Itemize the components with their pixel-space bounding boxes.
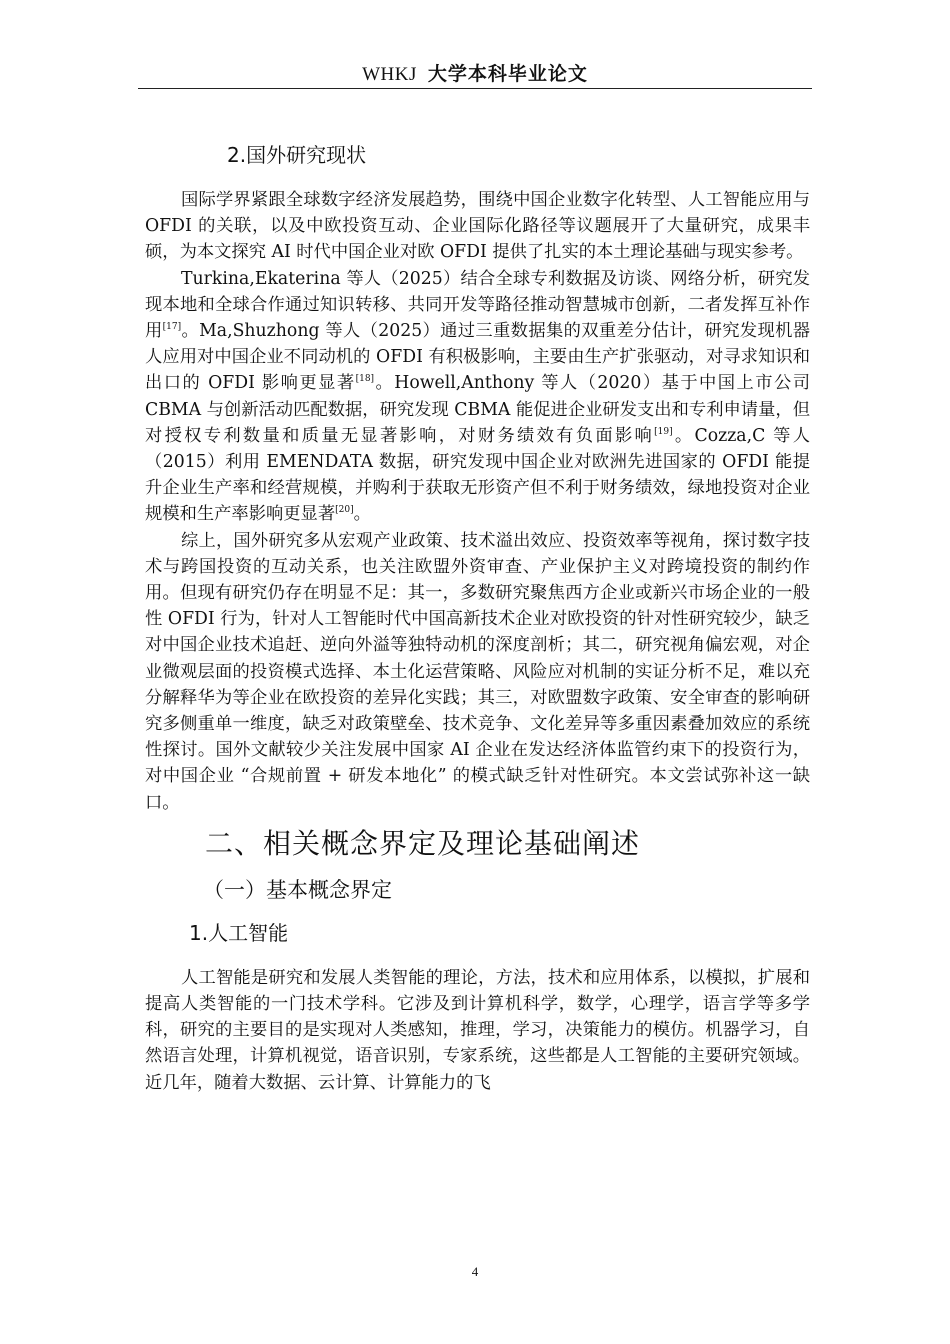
paragraph-ai-definition: 人工智能是研究和发展人类智能的理论，方法，技术和应用体系，以模拟，扩展和提高人类智能的一门技术学科。它涉及到计算机科学，数学，心理学，语言学等多学科，研究的主要目的是实现对人类感知，推理，学习，决策能力的模仿。机器学习，自然语言处理，计算机视觉，语音识别，专家系统，这些都是人工智能的主要研究领域。近几年，随着大数据、云计算、计算能力的飞 xyxy=(145,967,810,1093)
paragraph-literature xyxy=(145,266,810,528)
subsection-heading: （一）基本概念界定 xyxy=(203,877,392,902)
paragraph-summary: 综上，国外研究多从宏观产业政策、技术溢出效应、投资效率等视角，探讨数字技术与跨国投资的互动关系，也关注欧盟外资审查、产业保护主义对跨境投资的制约作用。但现有研究仍存在明显不足：其一，多数研究聚焦西方企业或新兴市场企业的一般性 OFDI 行为，针对人工智能时代中国高新技术企业对欧投资的针对性研究较少，缺乏对中国企业技术追赶、逆向外溢等独特动机的深度剖析；其二，研究视角偏宏观，对企业微观层面的投资模式选择、本土化运营策略、风险应对机制的实证分析不足，难以充分解释华为等企业在欧投资的差异化实践；其三，对欧盟数字政策、安全审查的影响研究多侧重单一维度，缺乏对政策壁垒、技术竞争、文化差异等多重因素叠加效应的系统性探讨。国外文献较少关注发展中国家 AI 企业在发达经济体监管约束下的投资行为，对中国企业 “合规前置 + 研发本地化” 的模式缺乏针对性研究。本文尝试弥补这一缺口。 xyxy=(145,530,810,813)
header-rule xyxy=(138,88,812,89)
header-title: 大学本科毕业论文 xyxy=(427,63,588,85)
text-segment: 。Cozza,C 等人（2015）利用 EMENDATA 数据，研究发现中国企业对欧洲先进国家的 OFDI 能提升企业生产率和经营规模，并购利于获取无形资产但不利于财务绩效，绿地投资对企业规模和生产率影响更显著 xyxy=(145,425,810,525)
chapter-heading: 二、相关概念界定及理论基础阐述 xyxy=(205,826,641,860)
citation-18: [18] xyxy=(355,374,375,385)
section-heading-foreign-research: 2.国外研究现状 xyxy=(227,143,367,167)
citation-19: [19] xyxy=(654,427,673,438)
subsubsection-heading: 1.人工智能 xyxy=(189,920,289,945)
text-segment: 。Howell,Anthony 等人（2020）基于中国上市公司 CBMA 与创新活动匹配数据，研究发现 CBMA 能促进企业研发支出和专利申请量，但对授权专利数量和质量无显著影响，对财务绩效有负面影响 xyxy=(145,373,810,446)
paragraph-intro: 国际学界紧跟全球数字经济发展趋势，围绕中国企业数字化转型、人工智能应用与 OFDI 的关联，以及中欧投资互动、企业国际化路径等议题展开了大量研究，成果丰硕，为本文探究 AI 时代中国企业对欧 OFDI 提供了扎实的本土理论基础与现实参考。 xyxy=(145,190,810,263)
header-brand: WHKJ xyxy=(362,64,417,85)
text-segment: 。Ma,Shuzhong 等人（2025）通过三重数据集的双重差分估计，研究发现机器人应用对中国企业不同动机的 OFDI 有积极影响，主要由生产扩张驱动，对寻求知识和出口的 OFDI 影响更显著 xyxy=(145,321,810,394)
citation-17: [17] xyxy=(162,322,182,333)
text-segment: 。 xyxy=(353,504,371,525)
page-number: 4 xyxy=(471,1264,479,1279)
citation-20: [20] xyxy=(335,505,354,516)
text-segment: Turkina,Ekaterina 等人（2025）结合全球专利数据及访谈、网络分析，研究发现本地和全球合作通过知识转移、共同开发等路径推动智慧城市创新，二者发挥互补作用 xyxy=(145,268,810,342)
running-header xyxy=(138,60,812,88)
page-body xyxy=(145,140,810,1096)
